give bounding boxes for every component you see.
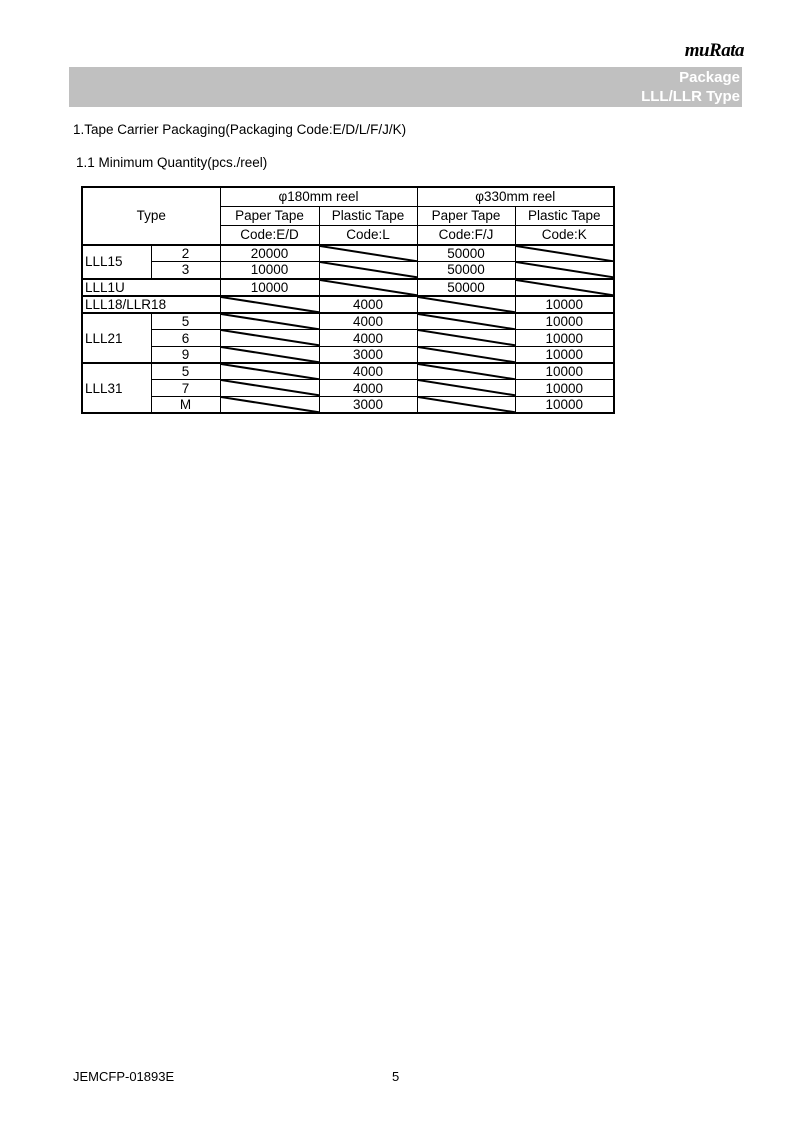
not-available-slash (319, 245, 417, 262)
table-row (82, 346, 614, 363)
table-row (82, 396, 614, 413)
type-lll21: LLL21 (82, 313, 151, 363)
table-row (82, 313, 614, 330)
murata-logo: muRata (684, 40, 744, 61)
table-row (82, 330, 614, 346)
not-available-slash (220, 346, 319, 363)
subtype-cell: 9 (151, 346, 220, 363)
table-row (82, 296, 614, 313)
paper-330-cell: 50000 (417, 262, 515, 279)
paper-180-cell: 10000 (220, 279, 319, 296)
not-available-slash (417, 396, 515, 413)
header-title-package: Package (679, 69, 740, 86)
type-lll18-llr18: LLL18/LLR18 (82, 296, 220, 313)
plastic-180-cell: 4000 (319, 363, 417, 380)
subtype-cell: 7 (151, 380, 220, 396)
paper-tape-330-header: Paper Tape (417, 207, 515, 226)
not-available-slash (319, 279, 417, 296)
table-row (82, 380, 614, 396)
subtype-cell: 2 (151, 245, 220, 262)
not-available-slash (417, 380, 515, 396)
header-title-type: LLL/LLR Type (641, 88, 740, 105)
table-row (82, 245, 614, 262)
plastic-330-cell: 10000 (515, 363, 614, 380)
not-available-slash (220, 363, 319, 380)
page-number: 5 (392, 1069, 400, 1084)
type-lll15: LLL15 (82, 245, 151, 279)
header-bar (69, 67, 742, 107)
table-row (82, 363, 614, 380)
plastic-180-cell: 4000 (319, 296, 417, 313)
code-fj-header: Code:F/J (417, 226, 515, 246)
plastic-180-cell: 3000 (319, 346, 417, 363)
not-available-slash (220, 380, 319, 396)
subsection-title: 1.1 Minimum Quantity(pcs./reel) (76, 155, 268, 170)
not-available-slash (515, 245, 614, 262)
not-available-slash (220, 296, 319, 313)
reel-180-header: φ180mm reel (220, 187, 417, 207)
not-available-slash (515, 262, 614, 279)
plastic-180-cell: 4000 (319, 330, 417, 346)
not-available-slash (417, 296, 515, 313)
not-available-slash (220, 330, 319, 346)
plastic-330-cell: 10000 (515, 380, 614, 396)
plastic-330-cell: 10000 (515, 313, 614, 330)
not-available-slash (417, 330, 515, 346)
type-lll1u: LLL1U (82, 279, 220, 296)
table-row (82, 279, 614, 296)
not-available-slash (319, 262, 417, 279)
plastic-tape-330-header: Plastic Tape (515, 207, 614, 226)
not-available-slash (220, 313, 319, 330)
paper-180-cell: 20000 (220, 245, 319, 262)
reel-330-header: φ330mm reel (417, 187, 614, 207)
paper-330-cell: 50000 (417, 279, 515, 296)
type-lll31: LLL31 (82, 363, 151, 413)
code-k-header: Code:K (515, 226, 614, 246)
not-available-slash (220, 396, 319, 413)
not-available-slash (515, 279, 614, 296)
not-available-slash (417, 346, 515, 363)
plastic-180-cell: 4000 (319, 313, 417, 330)
plastic-330-cell: 10000 (515, 330, 614, 346)
code-l-header: Code:L (319, 226, 417, 246)
subtype-cell: 6 (151, 330, 220, 346)
subtype-cell: 3 (151, 262, 220, 279)
subtype-cell: 5 (151, 313, 220, 330)
type-header: Type (82, 187, 220, 245)
table-row (82, 262, 614, 279)
plastic-180-cell: 4000 (319, 380, 417, 396)
plastic-330-cell: 10000 (515, 296, 614, 313)
section-title: 1.Tape Carrier Packaging(Packaging Code:E/D/L/F/J/K) (73, 122, 407, 137)
plastic-tape-180-header: Plastic Tape (319, 207, 417, 226)
paper-330-cell: 50000 (417, 245, 515, 262)
plastic-180-cell: 3000 (319, 396, 417, 413)
subtype-cell: M (151, 396, 220, 413)
plastic-330-cell: 10000 (515, 346, 614, 363)
not-available-slash (417, 363, 515, 380)
document-code: JEMCFP-01893E (73, 1069, 175, 1084)
paper-tape-180-header: Paper Tape (220, 207, 319, 226)
subtype-cell: 5 (151, 363, 220, 380)
paper-180-cell: 10000 (220, 262, 319, 279)
plastic-330-cell: 10000 (515, 396, 614, 413)
code-ed-header: Code:E/D (220, 226, 319, 246)
not-available-slash (417, 313, 515, 330)
minimum-quantity-table (81, 186, 615, 414)
